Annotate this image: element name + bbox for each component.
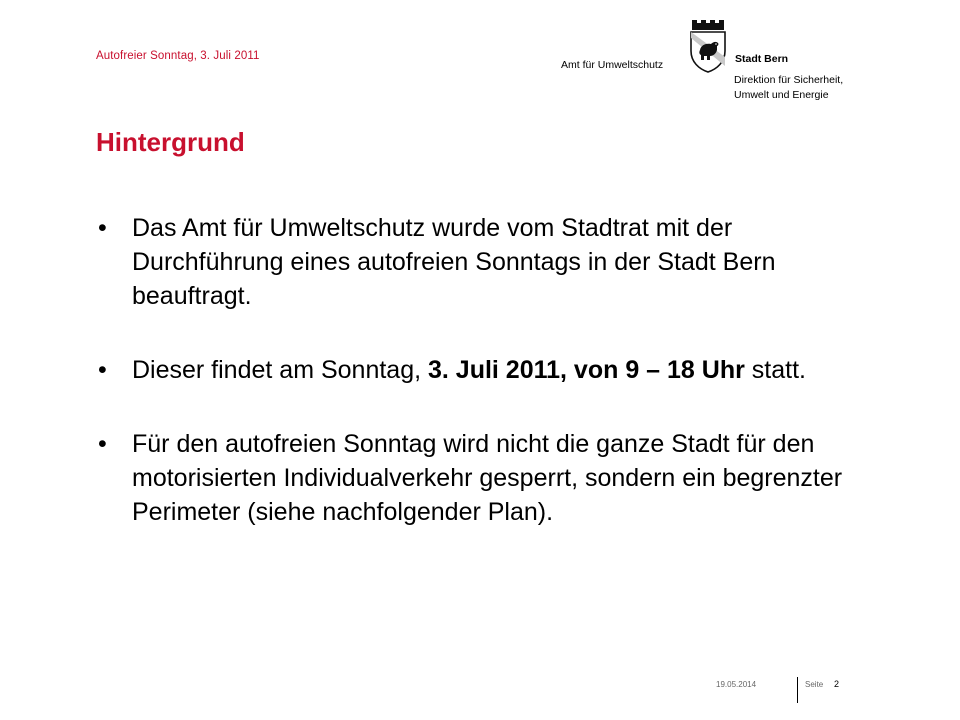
- bullet-text: Das Amt für Umweltschutz wurde vom Stadtrat mit der Durchführung eines autofreien Sonntags in der Stadt Bern beauftragt.: [132, 214, 776, 310]
- footer-page-label: Seite: [805, 680, 824, 689]
- bullet-text-before: Dieser findet am Sonntag,: [132, 356, 428, 384]
- bullet-symbol: •: [98, 430, 107, 458]
- bullet-symbol: •: [98, 356, 107, 384]
- department-name: Amt für Umweltschutz: [561, 59, 664, 71]
- bullet-list: [96, 211, 866, 529]
- bullet-symbol: •: [98, 214, 107, 242]
- bullet-item: [96, 427, 866, 529]
- bullet-text-after: statt.: [744, 356, 806, 384]
- bullet-text-bold: 3. Juli 2011, von 9 – 18 Uhr: [428, 356, 745, 384]
- directorate-name: Direktion für Sicherheit, Umwelt und Energie: [734, 74, 844, 101]
- footer-page-number: 2: [834, 679, 840, 689]
- footer-divider: [797, 677, 798, 703]
- bern-coat-of-arms-icon: [688, 19, 728, 73]
- slide-title: Hintergrund: [96, 127, 245, 157]
- presentation-title: Autofreier Sonntag, 3. Juli 2011: [96, 50, 260, 62]
- footer-date: 19.05.2014: [716, 680, 757, 689]
- bullet-text: Für den autofreien Sonntag wird nicht die ganze Stadt für den motorisierten Individualverkehr gesperrt, sondern ein begrenzter Perimeter (siehe nachfolgender Plan).: [132, 430, 843, 526]
- bullet-item: [96, 211, 866, 313]
- city-name: Stadt Bern: [735, 53, 789, 65]
- bullet-item: [96, 353, 866, 387]
